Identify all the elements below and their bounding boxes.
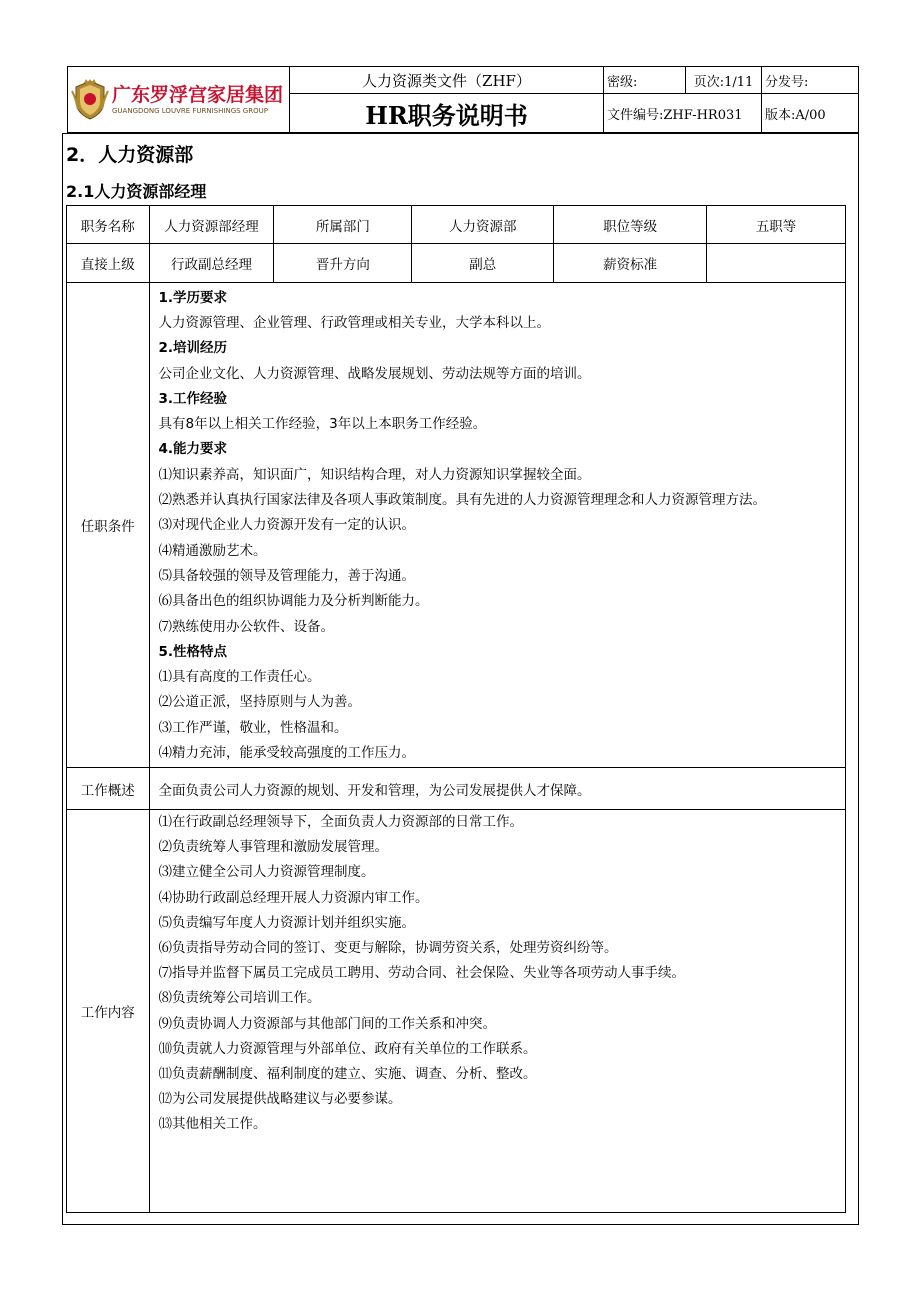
table-cell: 副总 bbox=[412, 244, 554, 283]
duty-item: ⑻负责统筹公司培训工作。 bbox=[158, 990, 321, 1007]
qualification-item: ⑵熟悉并认真执行国家法律及各项人事政策制度。具有先进的人力资源管理理念和人力资源管理方法。 bbox=[158, 492, 767, 509]
table-row bbox=[67, 206, 846, 244]
duty-item: ⑿为公司发展提供战略建议与必要参谋。 bbox=[158, 1091, 402, 1108]
job-description-table bbox=[66, 205, 846, 1213]
page-number: 页次:1/11 bbox=[686, 67, 762, 94]
qualification-heading: 1.学历要求 bbox=[158, 289, 228, 306]
doc-category: 人力资源类文件（ZHF） bbox=[290, 67, 604, 94]
duty-item: ⒀其他相关工作。 bbox=[158, 1116, 267, 1133]
qualification-item: ⑹具备出色的组织协调能力及分析判断能力。 bbox=[158, 593, 429, 610]
table-cell: 薪资标准 bbox=[554, 244, 707, 283]
qualification-item: ⑵公道正派，坚持原则与人为善。 bbox=[158, 694, 362, 711]
logo-cell bbox=[68, 67, 290, 132]
table-cell: 直接上级 bbox=[67, 244, 150, 283]
qualification-item: ⑴知识素养高，知识面广，知识结构合理，对人力资源知识掌握较全面。 bbox=[158, 466, 591, 483]
duty-item: ⑹负责指导劳动合同的签订、变更与解除，协调劳资关系，处理劳资纠纷等。 bbox=[158, 939, 618, 956]
section-title: 2．人力资源部 bbox=[66, 144, 194, 166]
subsection-title: 2.1人力资源部经理 bbox=[66, 182, 207, 201]
duty-item: ⑶建立健全公司人力资源管理制度。 bbox=[158, 864, 375, 881]
qualification-heading: 4.能力要求 bbox=[158, 441, 228, 458]
duty-item: ⑽负责就人力资源管理与外部单位、政府有关单位的工作联系。 bbox=[158, 1040, 537, 1057]
company-name-cn: 广东罗浮宫家居集团 bbox=[112, 84, 284, 106]
table-cell: 五职等 bbox=[707, 206, 846, 244]
qualifications-label: 任职条件 bbox=[67, 283, 150, 768]
qualification-item: ⑶对现代企业人力资源开发有一定的认识。 bbox=[158, 517, 416, 534]
company-logo bbox=[68, 79, 283, 121]
duty-item: ⑾负责薪酬制度、福利制度的建立、实施、调查、分析、整改。 bbox=[158, 1065, 537, 1082]
table-cell bbox=[707, 244, 846, 283]
version: 版本:A/00 bbox=[765, 107, 826, 123]
table-row bbox=[67, 283, 846, 768]
qualification-heading: 2.培训经历 bbox=[158, 340, 228, 357]
qualification-item: ⑷精通激励艺术。 bbox=[158, 542, 267, 559]
qualification-item: ⑴具有高度的工作责任心。 bbox=[158, 669, 321, 686]
qualification-item: ⑸具备较强的领导及管理能力，善于沟通。 bbox=[158, 567, 416, 584]
doc-title: HR职务说明书 bbox=[290, 94, 604, 132]
duties-label: 工作内容 bbox=[67, 810, 150, 1213]
table-cell: 晋升方向 bbox=[274, 244, 412, 283]
document-header bbox=[67, 66, 859, 133]
qualification-item: ⑶工作严谨，敬业，性格温和。 bbox=[158, 719, 348, 736]
table-row bbox=[67, 810, 846, 1213]
duty-item: ⑷协助行政副总经理开展人力资源内审工作。 bbox=[158, 889, 429, 906]
duty-item: ⑸负责编写年度人力资源计划并组织实施。 bbox=[158, 914, 416, 931]
crest-icon bbox=[70, 79, 110, 121]
table-cell: 所属部门 bbox=[274, 206, 412, 244]
qualification-heading: 3.工作经验 bbox=[158, 390, 228, 407]
table-row bbox=[67, 768, 846, 810]
qualification-item: ⑺熟练使用办公软件、设备。 bbox=[158, 618, 335, 635]
table-cell: 职务名称 bbox=[67, 206, 150, 244]
table-row bbox=[67, 244, 846, 283]
summary-text: 全面负责公司人力资源的规划、开发和管理，为公司发展提供人才保障。 bbox=[149, 768, 845, 810]
qualification-item: 人力资源管理、企业管理、行政管理或相关专业，大学本科以上。 bbox=[158, 314, 551, 331]
table-cell: 行政副总经理 bbox=[149, 244, 274, 283]
duties-content bbox=[149, 810, 845, 1213]
summary-label: 工作概述 bbox=[67, 768, 150, 810]
table-cell: 人力资源部 bbox=[412, 206, 554, 244]
qualification-item: 公司企业文化、人力资源管理、战略发展规划、劳动法规等方面的培训。 bbox=[158, 365, 591, 382]
distribution-number: 分发号: bbox=[762, 67, 858, 94]
qualification-heading: 5.性格特点 bbox=[158, 643, 228, 660]
duty-item: ⑼负责协调人力资源部与其他部门间的工作关系和冲突。 bbox=[158, 1015, 497, 1032]
qualifications-list bbox=[159, 286, 845, 767]
qualifications-content bbox=[149, 283, 845, 768]
document-number: 文件编号:ZHF-HR031 bbox=[604, 94, 762, 132]
qualification-item: ⑷精力充沛，能承受较高强度的工作压力。 bbox=[158, 745, 416, 762]
table-cell: 职位等级 bbox=[554, 206, 707, 244]
duty-item: ⑵负责统筹人事管理和激励发展管理。 bbox=[158, 839, 389, 856]
secret-level: 密级: bbox=[604, 67, 686, 94]
duties-list bbox=[159, 810, 845, 1137]
duty-item: ⑴在行政副总经理领导下，全面负责人力资源部的日常工作。 bbox=[158, 814, 524, 830]
qualification-item: 具有8年以上相关工作经验，3年以上本职务工作经验。 bbox=[158, 416, 487, 433]
company-name-en: GUANGDONG LOUVRE FURNISHINGS GROUP bbox=[112, 107, 268, 115]
table-cell: 人力资源部经理 bbox=[149, 206, 274, 244]
duty-item: ⑺指导并监督下属员工完成员工聘用、劳动合同、社会保险、失业等各项劳动人事手续。 bbox=[158, 965, 686, 982]
